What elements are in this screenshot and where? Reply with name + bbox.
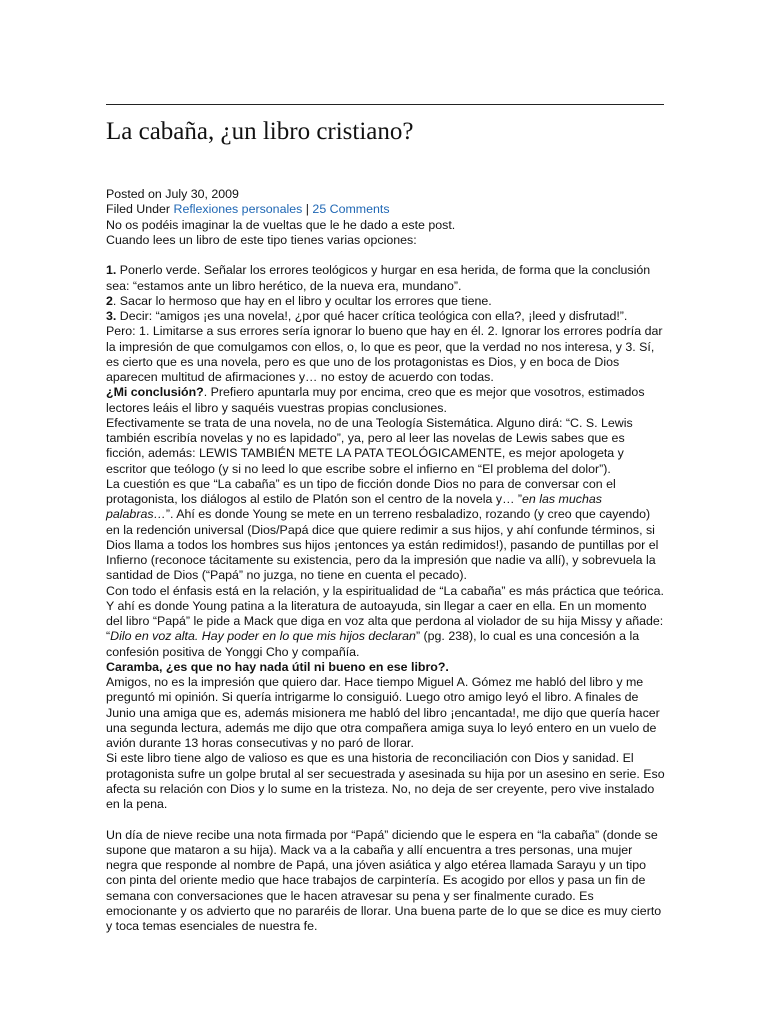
option-1 <box>106 263 666 294</box>
post-meta <box>106 202 666 217</box>
comments-link[interactable]: 25 Comments <box>312 202 390 217</box>
cuestion-paragraph <box>106 477 666 584</box>
option-3-number: 3. <box>106 309 117 323</box>
cuestion-italic: en las muchas palabras… <box>106 492 602 522</box>
option-2-text: . Sacar lo hermoso que hay en el libro y ocultar los errores que tiene. <box>112 293 492 308</box>
caramba-heading: Caramba, ¿es que no hay nada útil ni bueno en ese libro?. <box>106 659 449 674</box>
cuestion-text-1: La cuestión es que “La cabaña” es un tipo de ficción donde Dios no para de conversar con el protagonista, los diálogos al estilo de Platón son el centro de la novela y… ” <box>106 476 616 506</box>
option-3 <box>106 309 666 324</box>
nieve-paragraph: Un día de nieve recibe una nota firmada por “Papá” diciendo que le espera en “la cabaña” (donde se supone que mataron a su hija). Mack va a la cabaña y allí encuentra a tres personas, una mujer negra que responde al nombre de Papá, una jóven asiática y algo etérea llamada Sarayu y un tipo con pinta del oriente medio que hace trabajos de carpintería. Es acogido por ellos y pasa un fin de semana con conversaciones que le hacen atravesar su pena y ser finalmente curado. Es emocionante y os advierto que no pararéis de llorar. Una buena parte de lo que se dice es muy cierto y toca temas esenciales de nuestra fe. <box>106 827 662 933</box>
option-2-number: 2 <box>106 293 113 308</box>
category-link[interactable]: Reflexiones personales <box>173 202 303 217</box>
conclusion-paragraph <box>106 385 666 416</box>
conclusion-text: . Prefiero apuntarla muy por encima, creo que es mejor que vosotros, estimados lectores leáis el libro y saquéis vuestras propias conclusiones. <box>106 385 645 415</box>
post-body <box>106 187 666 934</box>
option-1-text: Ponerlo verde. Señalar los errores teológicos y hurgar en esa herida, de forma que la conclusión sea: “estamos ante un libro herético, de la nueva era, mundano”. <box>106 263 651 293</box>
enfasis-paragraph <box>106 584 666 660</box>
cuestion-text-2: ”. Ahí es donde Young se mete en un terreno resbaladizo, rozando (y creo que cayendo) en la redención universal (Dios/Papá dice que quiere redimir a sus hijos, y ahí confunde términos, si Dios llama a todos los hombres sus hijos ¡entonces ya están redimidos!), pasando de puntillas por el Infierno (reconoce tácitamente su existencia, pero da la impresión que nadie va allí), y sobrevuela la santidad de Dios (“Papá” no juzga, no tiene en cuenta el pecado). <box>106 507 659 583</box>
paragraph-gap <box>106 248 666 263</box>
enfasis-text-1: Con todo el énfasis está en la relación, y la espiritualidad de “La cabaña” es más práctica que teórica. Y ahí es donde Young patina a la literatura de autoayuda, sin llegar a caer en ella. En un momento del libro “Papá” le pide a Mack que diga en voz alta que perdona al violador de su hija Missy y añade: “ <box>106 583 664 644</box>
option-1-number: 1. <box>106 263 117 278</box>
option-2 <box>106 294 666 309</box>
valioso-paragraph: Si este libro tiene algo de valioso es que es una historia de reconciliación con Dios y sanidad. El protagonista sufre un golpe brutal al ser secuestrada y asesinada su hija por un asesino en serie. Eso afecta su relación con Dios y lo sume en la tristeza. No, no deja de ser creyente, pero vive instalado en la pena. <box>106 751 665 811</box>
enfasis-text-2: ” (pg. 238), lo cual es una concesión a la confesión positiva de Yonggi Cho y compañía. <box>106 629 640 659</box>
paragraph-gap <box>106 812 666 827</box>
filed-under-label: Filed Under <box>106 202 174 217</box>
efectivamente-paragraph: Efectivamente se trata de una novela, no de una Teología Sistemática. Alguno dirá: “C. S. Lewis también escribía novelas y no es lapidado”, ya, pero al leer las novelas de Lewis sabes que es ficción, además: LEWIS TAMBIÉN METE LA PATA TEOLÓGICAMENTE, es mejor apologeta y escritor que teólogo (y si no leed lo que escribe sobre el infierno en “El problema del dolor”). <box>106 415 633 476</box>
pero-paragraph: Pero: 1. Limitarse a sus errores sería ignorar lo bueno que hay en él. 2. Ignorar los errores podría dar la impresión de que comulgamos con ellos, o, lo que es peor, que la verdad no nos interesa, y 3. Sí, es cierto que es una novela, pero es que uno de los protagonistas es Dios, y en boca de Dios aparecen multitud de afirmaciones y… no estoy de acuerdo con todas. <box>106 324 663 384</box>
conclusion-question: ¿Mi conclusión? <box>106 385 204 400</box>
intro-paragraph-2: Cuando lees un libro de este tipo tienes varias opciones: <box>106 232 417 247</box>
meta-separator: | <box>302 202 313 217</box>
option-3-text: Decir: “amigos ¡es una novela!, ¿por qué hacer crítica teológica con ella?, ¡leed y disfrutad!”. <box>116 309 628 323</box>
enfasis-italic: Dilo en voz alta. Hay poder en lo que mis hijos declaran <box>110 629 416 644</box>
header-divider <box>106 104 664 105</box>
intro-paragraph-1: No os podéis imaginar la de vueltas que le he dado a este post. <box>106 217 456 232</box>
amigos-paragraph: Amigos, no es la impresión que quiero dar. Hace tiempo Miguel A. Gómez me habló del libro y me preguntó mi opinión. Si quería intrigarme lo consiguió. Luego otro amigo leyó el libro. A finales de Junio una amiga que es, además misionera me habló del libro ¡encantada!, me dijo que quería hacer una segunda lectura, además me dijo que otra compañera amiga suya lo leyó entero en un vuelo de avión durante 13 horas consecutivas y no paró de llorar. <box>106 675 660 750</box>
post-date: Posted on July 30, 2009 <box>106 187 239 201</box>
post-title: La cabaña, ¿un libro cristiano? <box>106 118 414 145</box>
